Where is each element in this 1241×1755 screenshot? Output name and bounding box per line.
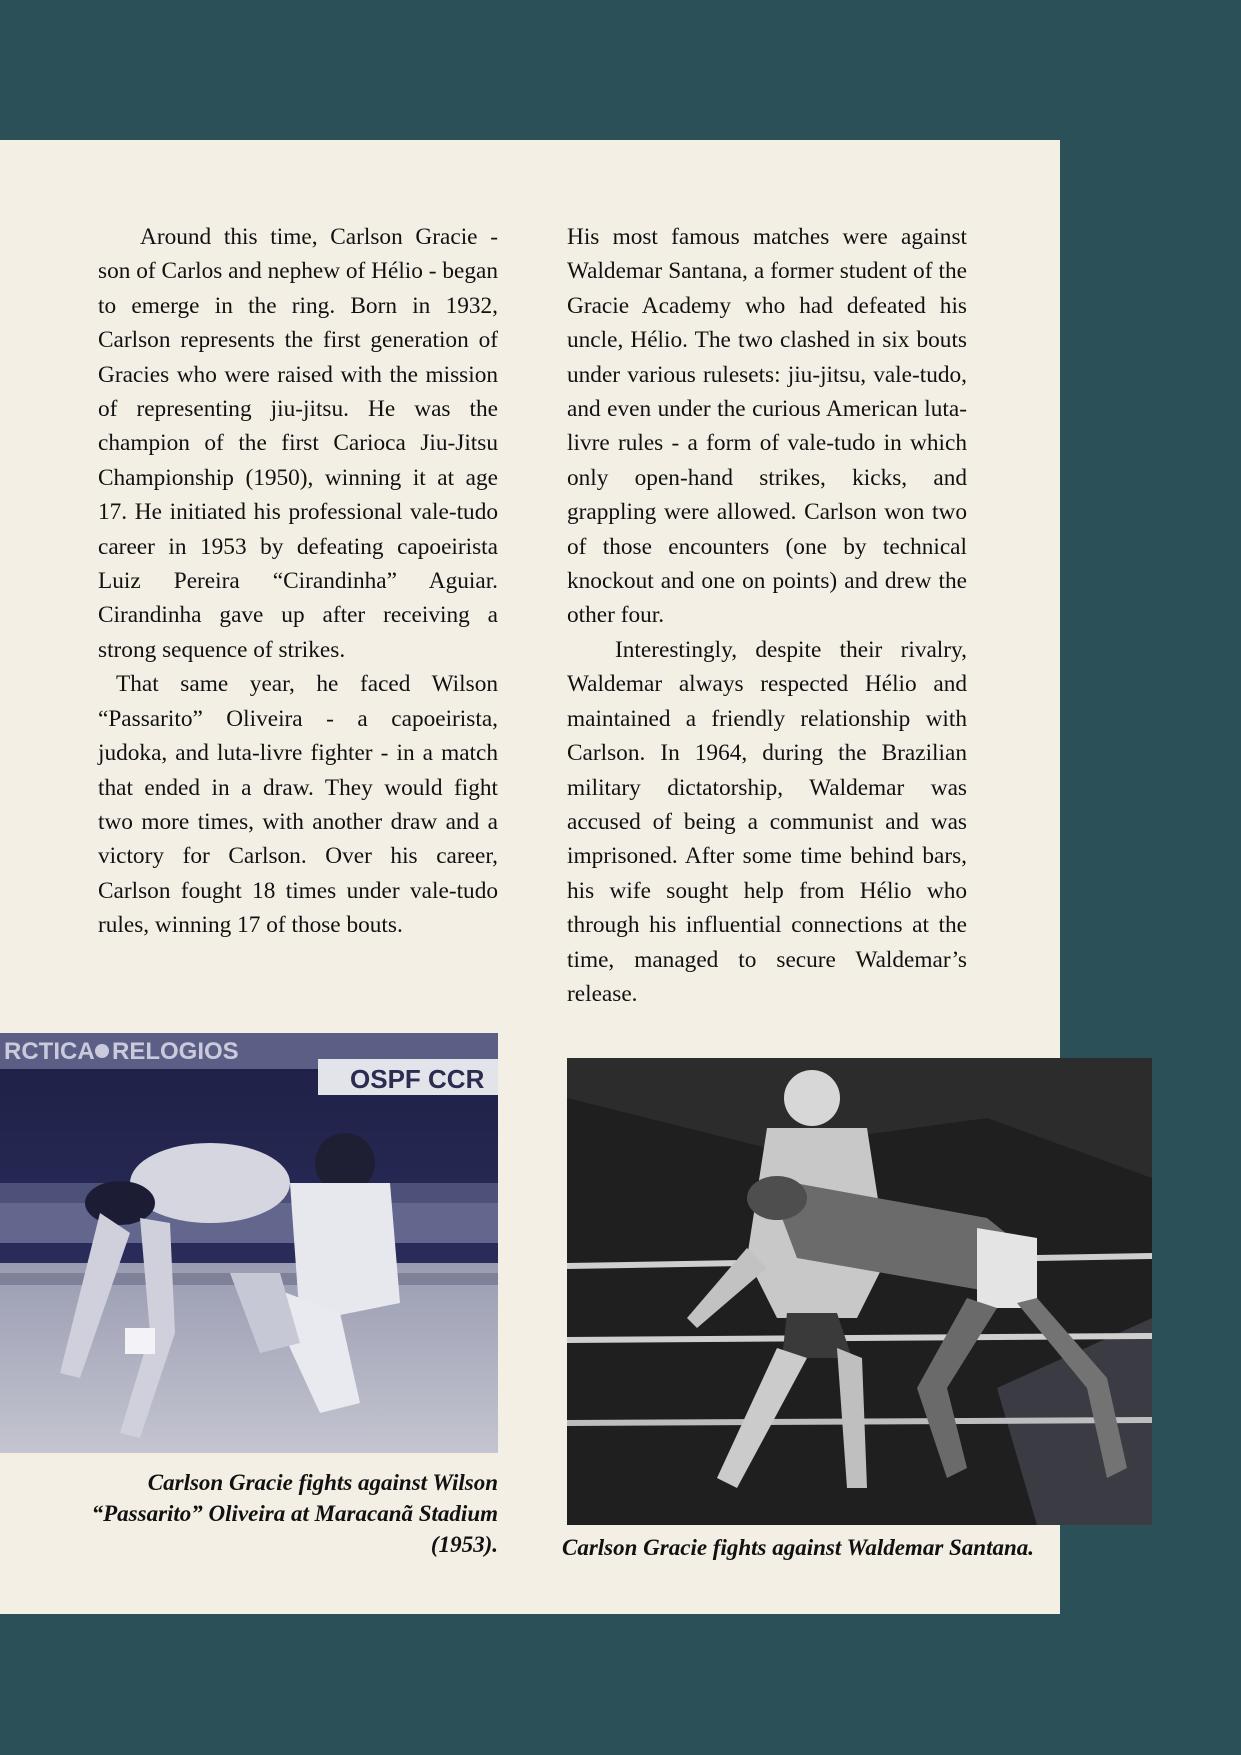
photo-carlson-vs-passarito <box>0 1033 498 1453</box>
banner-text-relogios: RELOGIOS <box>112 1038 239 1065</box>
banner-text-ospf: OSPF CCR <box>350 1064 485 1094</box>
paragraph-passarito: That same year, he faced Wilson “Passarito” Oliveira - a capoeirista, judoka, and luta-livre fighter - in a match that ended in a draw. They would fight two more times, with another draw and a victory for Carlson. Over his career, Carlson fought 18 times under vale-tudo rules, winning 17 of those bouts. <box>98 671 498 939</box>
caption-photo-right: Carlson Gracie fights against Waldemar Santana. <box>562 1535 1035 1560</box>
paragraph-waldemar-release: Interestingly, despite their rivalry, Waldemar always respected Hélio and maintained a friendly relationship with Carlson. In 1964, during the Brazilian military dictatorship, Waldemar was accused of being a communist and was imprisoned. After some time behind bars, his wife sought help from Hélio who through his influential connections at the time, managed to secure Waldemar’s release. <box>567 636 967 1007</box>
paragraph-waldemar-matches: His most famous matches were against Waldemar Santana, a former student of the Gracie Academy who had defeated his uncle, Hélio. The two clashed in six bouts under various rulesets: jiu-jitsu, vale-tudo, and even under the curious American luta-livre rules - a form of vale-tudo in which only open-hand strikes, kicks, and grappling were allowed. Carlson won two of those encounters (one by technical knockout and one on points) and drew the other four. <box>567 224 967 629</box>
paragraph-carlson-intro: Around this time, Carlson Gracie - son of Carlos and nephew of Hélio - began to emerge in the ring. Born in 1932, Carlson represents the first generation of Gracies who were raised with the mission of representing jiu-jitsu. He was the champion of the first Carioca Jiu-Jitsu Championship (1950), winning it at age 17. He initiated his professional vale-tudo career in 1953 by defeating capoeirista Luiz Pereira “Cirandinha” Aguiar. Cirandinha gave up after receiving a strong sequence of strikes. <box>98 224 498 663</box>
banner-text-rctica: RCTICA <box>4 1038 95 1065</box>
caption-photo-left: Carlson Gracie fights against Wilson “Passarito” Oliveira at Maracanã Stadium (1953). <box>91 1470 498 1557</box>
photo-carlson-vs-waldemar <box>567 1058 1152 1525</box>
photo-carlson-vs-waldemar-illustration <box>567 1058 1152 1525</box>
left-text-column <box>98 220 498 943</box>
right-text-column <box>567 220 967 1011</box>
photo-carlson-vs-passarito-illustration <box>0 1033 498 1453</box>
